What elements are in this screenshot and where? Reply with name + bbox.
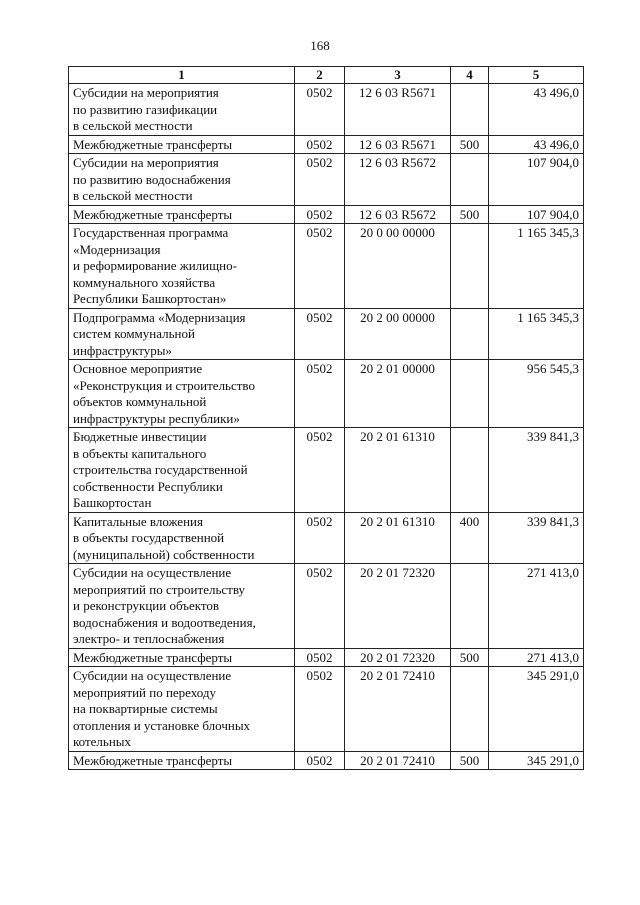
cell-section: 0502 <box>295 667 345 752</box>
cell-section: 0502 <box>295 224 345 309</box>
header-cell-csr: 3 <box>345 67 451 84</box>
cell-csr: 20 2 01 61310 <box>345 512 451 564</box>
cell-section: 0502 <box>295 205 345 224</box>
name-line: собственности Республики <box>73 478 223 494</box>
cell-sum: 345 291,0 <box>489 751 584 770</box>
name-line: в объекты капитального <box>73 445 207 461</box>
table-row <box>69 648 584 667</box>
cell-vr: 500 <box>451 751 489 770</box>
cell-vr: 500 <box>451 135 489 154</box>
table-row <box>69 667 584 752</box>
name-line: строительства государственной <box>73 462 248 477</box>
name-line: Башкортостан <box>73 495 152 510</box>
name-line: Субсидии на мероприятия <box>73 155 219 170</box>
name-line: и реформирование жилищно- <box>73 258 237 273</box>
cell-name <box>69 154 295 206</box>
table-row <box>69 84 584 136</box>
cell-csr: 20 2 01 72320 <box>345 648 451 667</box>
cell-section: 0502 <box>295 512 345 564</box>
table-row <box>69 751 584 770</box>
name-line: в сельской местности <box>73 118 193 133</box>
name-line: Субсидии на осуществление <box>73 668 232 683</box>
name-line: Бюджетные инвестиции <box>73 429 207 444</box>
name-line: электро- и теплоснабжения <box>73 631 225 646</box>
cell-sum: 107 904,0 <box>489 154 584 206</box>
name-line: Межбюджетные трансферты <box>73 649 233 665</box>
cell-section: 0502 <box>295 564 345 649</box>
cell-vr <box>451 360 489 428</box>
cell-csr: 20 0 00 00000 <box>345 224 451 309</box>
table-row <box>69 512 584 564</box>
cell-vr <box>451 154 489 206</box>
cell-csr: 12 6 03 R5671 <box>345 84 451 136</box>
name-line: котельных <box>73 734 132 749</box>
name-line: Субсидии на мероприятия <box>73 85 219 100</box>
name-line: Субсидии на осуществление <box>73 565 232 580</box>
name-line: Основное мероприятие <box>73 361 203 376</box>
page-number: 168 <box>310 38 330 53</box>
cell-sum: 345 291,0 <box>489 667 584 752</box>
budget-table <box>68 66 584 770</box>
name-line: мероприятий по переходу <box>73 684 217 700</box>
name-line: коммунального хозяйства <box>73 274 216 290</box>
table-row <box>69 428 584 513</box>
cell-sum: 1 165 345,3 <box>489 308 584 360</box>
cell-sum: 43 496,0 <box>489 135 584 154</box>
name-line: «Реконструкция и строительство <box>73 377 255 393</box>
cell-name <box>69 428 295 513</box>
cell-vr <box>451 564 489 649</box>
cell-csr: 12 6 03 R5672 <box>345 154 451 206</box>
cell-csr: 20 2 01 00000 <box>345 360 451 428</box>
cell-vr <box>451 224 489 309</box>
cell-section: 0502 <box>295 135 345 154</box>
header-cell-vr: 4 <box>451 67 489 84</box>
name-line: и реконструкции объектов <box>73 598 220 613</box>
header-cell-name: 1 <box>69 67 295 84</box>
cell-sum: 107 904,0 <box>489 205 584 224</box>
table-row <box>69 308 584 360</box>
cell-vr: 500 <box>451 205 489 224</box>
header-cell-section: 2 <box>295 67 345 84</box>
name-line: объектов коммунальной <box>73 394 207 409</box>
cell-section: 0502 <box>295 84 345 136</box>
name-line: водоснабжения и водоотведения, <box>73 614 256 630</box>
cell-section: 0502 <box>295 428 345 513</box>
table-body <box>69 84 584 770</box>
cell-csr: 12 6 03 R5672 <box>345 205 451 224</box>
cell-name <box>69 648 295 667</box>
name-line: Межбюджетные трансферты <box>73 136 233 152</box>
name-line: Межбюджетные трансферты <box>73 206 233 222</box>
table-row <box>69 564 584 649</box>
cell-name <box>69 84 295 136</box>
cell-name <box>69 308 295 360</box>
cell-sum: 271 413,0 <box>489 648 584 667</box>
cell-name <box>69 512 295 564</box>
cell-name <box>69 205 295 224</box>
cell-name <box>69 751 295 770</box>
name-line: в сельской местности <box>73 188 193 203</box>
table-row <box>69 205 584 224</box>
name-line: Подпрограмма «Модернизация <box>73 309 246 325</box>
name-line: мероприятий по строительству <box>73 581 246 597</box>
cell-sum: 956 545,3 <box>489 360 584 428</box>
cell-name <box>69 360 295 428</box>
cell-csr: 20 2 00 00000 <box>345 308 451 360</box>
cell-section: 0502 <box>295 308 345 360</box>
name-line: Межбюджетные трансферты <box>73 752 233 768</box>
cell-vr: 500 <box>451 648 489 667</box>
cell-name <box>69 667 295 752</box>
cell-vr <box>451 428 489 513</box>
table-row <box>69 360 584 428</box>
cell-csr: 20 2 01 61310 <box>345 428 451 513</box>
name-line: по развитию водоснабжения <box>73 171 231 187</box>
cell-vr <box>451 667 489 752</box>
name-line: «Модернизация <box>73 241 161 257</box>
cell-section: 0502 <box>295 648 345 667</box>
cell-csr: 12 6 03 R5671 <box>345 135 451 154</box>
name-line: Государственная программа <box>73 225 229 240</box>
name-line: в объекты государственной <box>73 530 225 545</box>
name-line: Капитальные вложения <box>73 513 203 529</box>
table-row <box>69 224 584 309</box>
cell-sum: 271 413,0 <box>489 564 584 649</box>
name-line: по развитию газификации <box>73 101 218 117</box>
name-line: систем коммунальной <box>73 326 195 341</box>
cell-vr: 400 <box>451 512 489 564</box>
name-line: инфраструктуры республики» <box>73 410 240 426</box>
cell-name <box>69 135 295 154</box>
cell-csr: 20 2 01 72410 <box>345 667 451 752</box>
cell-section: 0502 <box>295 751 345 770</box>
name-line: Республики Башкортостан» <box>73 291 227 306</box>
table-row <box>69 154 584 206</box>
name-line: отопления и установке блочных <box>73 717 251 733</box>
cell-sum: 1 165 345,3 <box>489 224 584 309</box>
name-line: на поквартирные системы <box>73 701 218 716</box>
cell-vr <box>451 308 489 360</box>
header-cell-sum: 5 <box>489 67 584 84</box>
cell-section: 0502 <box>295 360 345 428</box>
cell-name <box>69 564 295 649</box>
header-row <box>69 67 584 84</box>
name-line: (муниципальной) собственности <box>73 546 255 562</box>
cell-name <box>69 224 295 309</box>
cell-sum: 339 841,3 <box>489 512 584 564</box>
name-line: инфраструктуры» <box>73 342 172 358</box>
cell-sum: 339 841,3 <box>489 428 584 513</box>
cell-csr: 20 2 01 72320 <box>345 564 451 649</box>
cell-vr <box>451 84 489 136</box>
cell-csr: 20 2 01 72410 <box>345 751 451 770</box>
table-row <box>69 135 584 154</box>
cell-sum: 43 496,0 <box>489 84 584 136</box>
cell-section: 0502 <box>295 154 345 206</box>
